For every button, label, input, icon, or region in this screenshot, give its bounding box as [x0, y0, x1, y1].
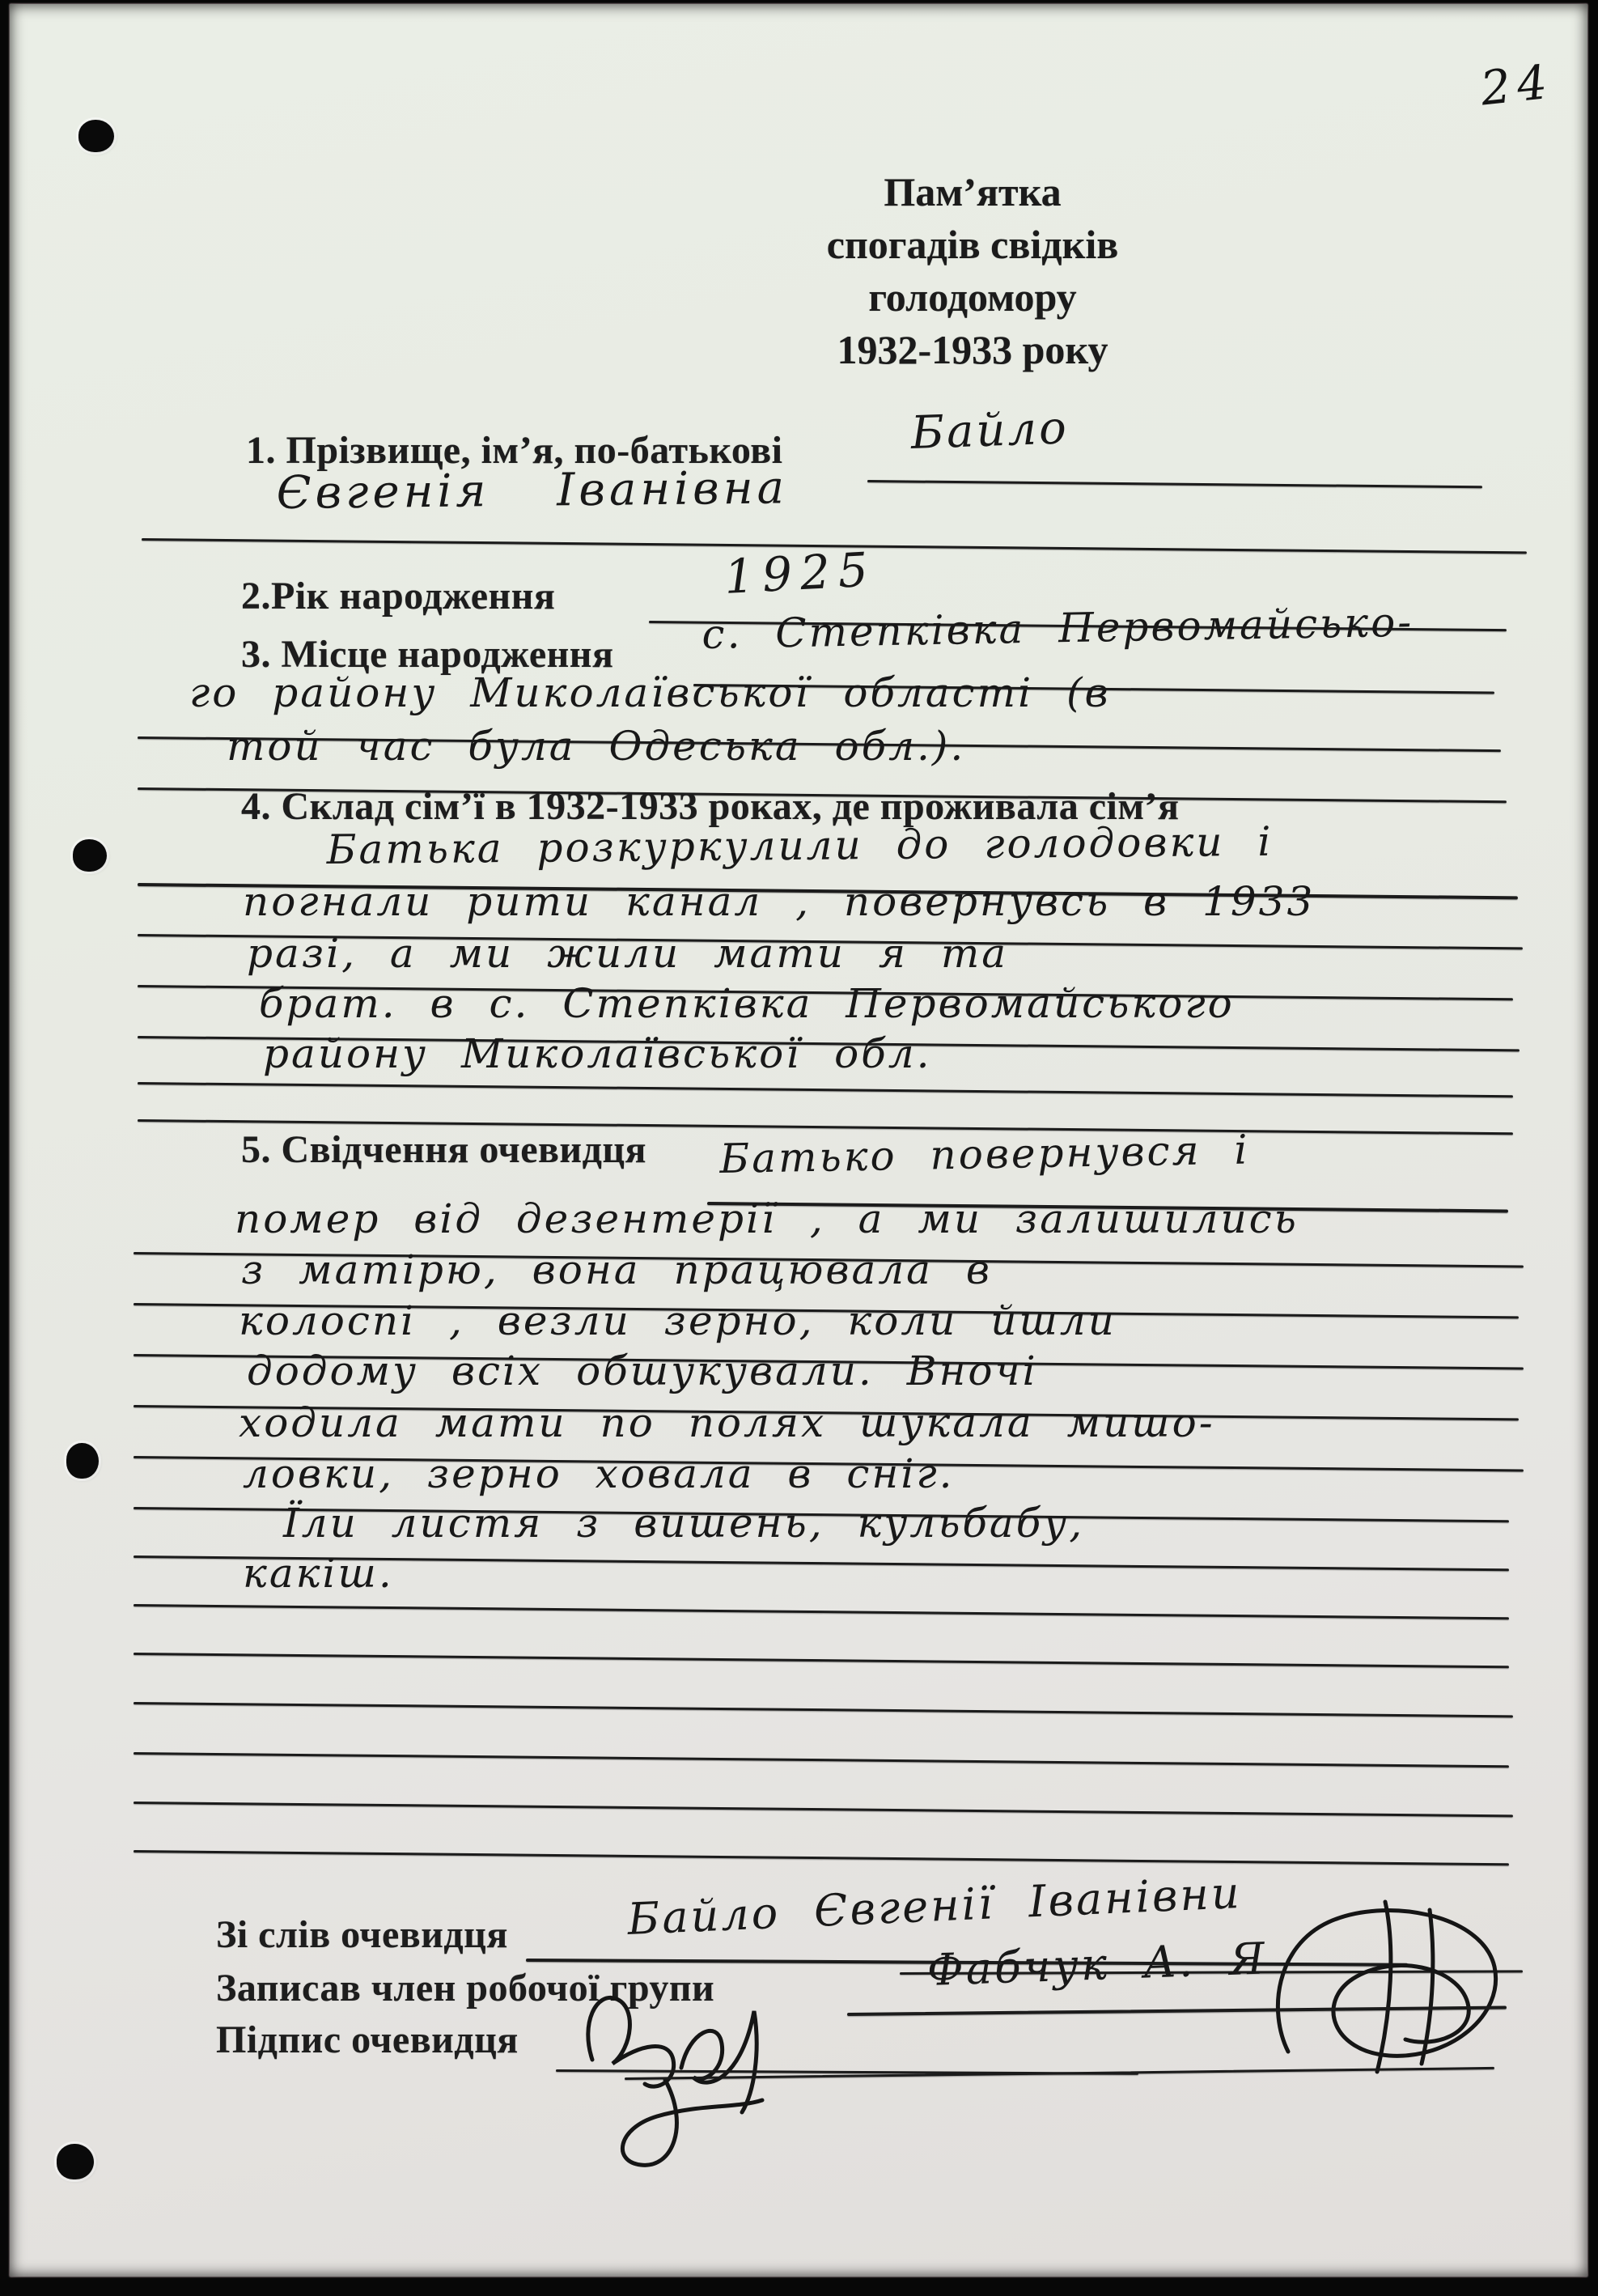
field4-value-line2: погнали рити канал , повернувсь в 1933 — [243, 878, 1316, 925]
ruled-line — [134, 1702, 1513, 1717]
punch-hole — [78, 120, 114, 152]
field1-value-line2: Євгенія Іванівна — [276, 461, 789, 520]
field5-value-line9: какіш. — [243, 1550, 394, 1597]
field1-value-line1: Байло — [909, 401, 1070, 460]
field5-value-line2: помер від дезентерії , а ми залишились — [235, 1195, 1299, 1242]
punch-hole — [73, 839, 107, 872]
field4-value-line1: Батька розкуркулили до голодовки і — [326, 817, 1274, 873]
form-title-line-2: спогадів свідків — [826, 222, 1119, 267]
scanned-page — [10, 4, 1587, 2277]
field3-label: 3. Місце народження — [241, 633, 614, 676]
ruled-line — [134, 1850, 1509, 1865]
form-title — [519, 166, 1426, 376]
punch-hole — [57, 2144, 94, 2179]
footer-from-value: Байло Євгенії Іванівни — [626, 1866, 1243, 1945]
page-number: 24 — [1477, 53, 1557, 117]
field1-label: 1. Прізвище, ім’я, по-батькові — [246, 429, 783, 472]
field3-value-line2: го району Миколаївської області (в — [189, 669, 1111, 716]
recorder-signature-scribble — [1256, 1890, 1523, 2076]
field3-value-line1: с. Степківка Первомайсько- — [701, 598, 1414, 658]
field5-value-line7: ловки, зерно ховала в сніг. — [243, 1450, 955, 1497]
ruled-line — [867, 480, 1482, 488]
field2-value: 1925 — [723, 541, 878, 605]
form-title-line-3: голодомору — [868, 274, 1077, 320]
ruled-line — [134, 1752, 1509, 1768]
punch-hole — [66, 1443, 99, 1479]
field5-value-line1: Батько повернувся і — [718, 1126, 1250, 1182]
ruled-line — [134, 1802, 1513, 1817]
ruled-line — [134, 1653, 1509, 1668]
form-title-line-4: 1932-1933 року — [837, 327, 1108, 372]
field5-value-line3: з матірю, вона працювала в — [241, 1246, 992, 1293]
field4-value-line4: брат. в с. Степківка Первомайського — [259, 980, 1235, 1027]
footer-from-label: Зі слів очевидця — [216, 1913, 508, 1956]
field4-label: 4. Склад сім’ї в 1932-1933 роках, де проживала сім’я — [241, 785, 1180, 828]
field5-value-line6: ходила мати по полях шукала мишо- — [239, 1399, 1215, 1446]
footer-recorded-label: Записав член робочої групи — [216, 1967, 715, 2010]
form-title-line-1: Пам’ятка — [884, 169, 1062, 214]
field3-value-line3: той час була Одеська обл.). — [227, 723, 966, 770]
ruled-line — [134, 1604, 1509, 1619]
field5-value-line4: колоспі , везли зерно, коли йшли — [239, 1297, 1117, 1344]
footer-signature-label: Підпис очевидця — [216, 2018, 519, 2061]
field4-value-line5: району Миколаївської обл. — [263, 1030, 932, 1077]
field5-value-line8: Їли листя з вишень, кульбабу, — [283, 1500, 1085, 1547]
field5-label: 5. Свідчення очевидця — [241, 1128, 646, 1171]
field5-value-line5: додому всіх обшукували. Вночі — [247, 1347, 1038, 1394]
footer-recorded-value: Фабчук А. Я — [926, 1933, 1268, 1996]
field2-label: 2.Рік народження — [241, 575, 556, 618]
ruled-line — [138, 1082, 1513, 1097]
field4-value-line3: разі, а ми жили мати я та — [247, 930, 1009, 977]
